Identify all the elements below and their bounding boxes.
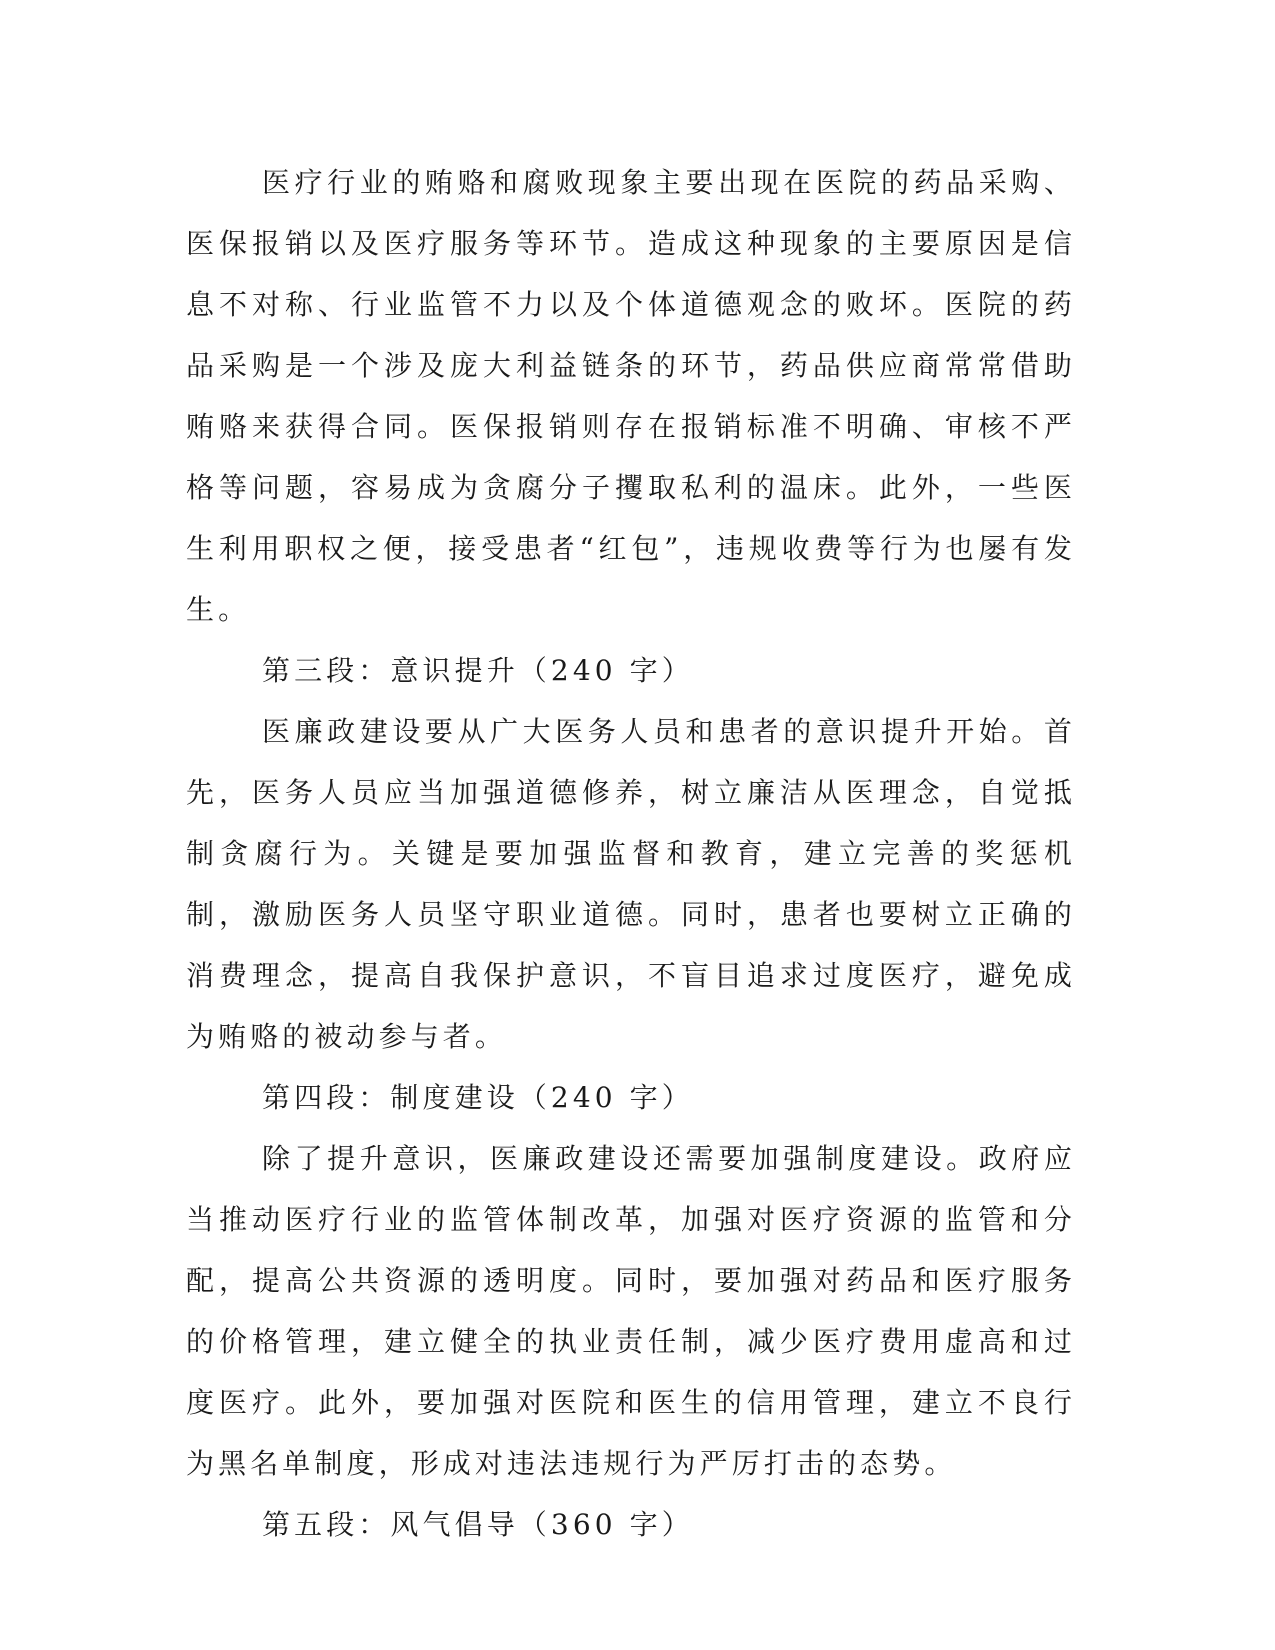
section-heading-system: 第四段：制度建设（240 字）	[262, 1081, 694, 1114]
paragraph-corruption-causes: 医疗行业的贿赂和腐败现象主要出现在医院的药品采购、医保报销以及医疗服务等环节。造成这种现象的主要原因是信息不对称、行业监管不力以及个体道德观念的败坏。医院的药品采购是一个涉及庞大利益链条的环节，药品供应商常常借助贿赂来获得合同。医保报销则存在报销标准不明确、审核不严格等问题，容易成为贪腐分子攫取私利的温床。此外，一些医生利用职权之便，接受患者“红包”，违规收费等行为也屡有发生。	[186, 166, 1076, 626]
document-body	[186, 152, 1076, 1555]
paragraph-awareness: 医廉政建设要从广大医务人员和患者的意识提升开始。首先，医务人员应当加强道德修养，树立廉洁从医理念，自觉抵制贪腐行为。关键是要加强监督和教育，建立完善的奖惩机制，激励医务人员坚守职业道德。同时，患者也要树立正确的消费理念，提高自我保护意识，不盲目追求过度医疗，避免成为贿赂的被动参与者。	[186, 715, 1076, 1053]
paragraph-system: 除了提升意识，医廉政建设还需要加强制度建设。政府应当推动医疗行业的监管体制改革，加强对医疗资源的监管和分配，提高公共资源的透明度。同时，要加强对药品和医疗服务的价格管理，建立健全的执业责任制，减少医疗费用虚高和过度医疗。此外，要加强对医院和医生的信用管理，建立不良行为黑名单制度，形成对违法违规行为严厉打击的态势。	[186, 1142, 1076, 1480]
section-heading-awareness: 第三段：意识提升（240 字）	[262, 654, 694, 687]
section-heading-culture: 第五段：风气倡导（360 字）	[262, 1508, 694, 1541]
